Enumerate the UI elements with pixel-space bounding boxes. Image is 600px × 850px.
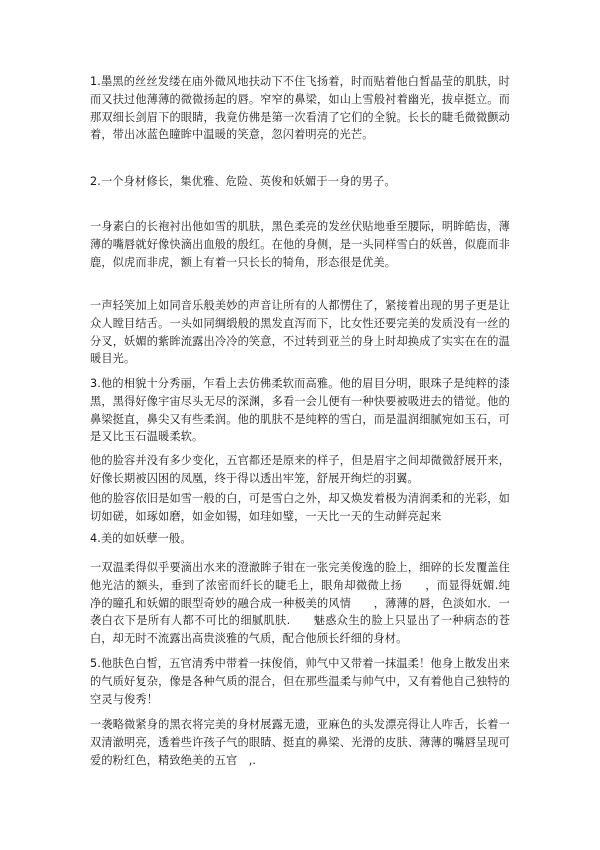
paragraph-8: 4.美的如妖孽一般。 (90, 532, 192, 545)
paragraph-6: 他的脸容并没有多少变化，五官都还是原来的样子，但是眉宇之间却微微舒展开来，好像长期被囚困的凤凰，终于得以透出牢笼，舒展开绚烂的羽翼。 (90, 454, 510, 485)
paragraph-5: 3.他的相貌十分秀丽，乍看上去仿佛柔软而高雅。他的眉目分明，眼珠子是纯粹的漆黑，黑得好像宇宙尽头无尽的深渊，多看一会儿便有一种快要被吸进去的错觉。他的鼻梁挺直，鼻尖又有些柔润。他的肌肤不是纯粹的雪白，而是温润细腻宛如玉石，可是又比玉石温暖柔软。 (90, 377, 510, 444)
paragraph-10: 5.他肤色白皙，五官清秀中带着一抹俊俏，帅气中又带着一抹温柔！他身上散发出来的气质好复杂，像是各种气质的混合，但在那些温柔与帅气中，又有着他自己独特的空灵与俊秀！ (90, 657, 510, 706)
document-page (90, 0, 510, 850)
paragraph-3: 一身素白的长袍衬出他如雪的肌肤，黑色柔亮的发丝伏贴地垂至腰际，明眸皓齿，薄薄的嘴唇就好像快滴出血般的殷红。在他的身侧，是一头同样雪白的妖兽，似鹿而非鹿，似虎而非虎，额上有着一只长长的犄角，形态很是优美。 (90, 220, 510, 269)
paragraph-2: 2.一个身材修长，集优雅、危险、英俊和妖媚于一身的男子。 (90, 175, 396, 188)
paragraph-7: 他的脸容依旧是如雪一般的白，可是雪白之外，却又焕发着极为清润柔和的光彩，如切如磋，如琢如磨，如金如锡，如珪如璧，一天比一天的生动鲜亮起来 (90, 492, 510, 523)
paragraph-9: 一双温柔得似乎要滴出水来的澄澈眸子钳在一张完美俊逸的脸上，细碎的长发覆盖住他光洁的额头，垂到了浓密而纤长的睫毛上，眼角却微微上扬 ，而显得妩媚.纯净的瞳孔和妖媚的眼型奇妙的融合成一种极美的风情 ，薄薄的唇，色淡如水．一袭白衣下是所有人都不可比的细腻肌肤. 魅惑众生的脸上只显出了一种病态的苍白，却无时不流露出高贵淡雅的气质，配合他颀长纤细的身材。 (90, 561, 510, 646)
paragraph-11: 一袭略微紧身的黑衣将完美的身材展露无遗，亚麻色的头发漂亮得让人咋舌，长着一双清澈明亮，透着些许孩子气的眼睛、挺直的鼻梁、光滑的皮肤、薄薄的嘴唇呈现可爱的粉红色，精致绝美的五官 ,. (90, 718, 510, 767)
paragraph-1: 1.墨黑的丝丝发缕在庙外微风地扶动下不住飞扬着，时而贴着他白皙晶莹的肌肤，时而又扶过他薄薄的微微扬起的唇。窄窄的鼻梁，如山上雪般衬着幽光，拔卓挺立。而那双细长剑眉下的眼睛，我竟仿佛是第一次看清了它们的全貌。长长的睫毛微微颤动着，带出冰蓝色瞳眸中温暖的笑意，忽闪着明亮的光芒。 (90, 75, 510, 142)
paragraph-4: 一声轻笑加上如同音乐般美妙的声音让所有的人都愣住了，紧接着出现的男子更是让众人瞠目结舌。一头如同绸缎般的黑发直泻而下，比女性还要完美的发质没有一丝的分叉，妖媚的紫眸流露出冷冷的笑意，不过转到亚兰的身上时却换成了实实在在的温暖目光。 (90, 299, 510, 366)
